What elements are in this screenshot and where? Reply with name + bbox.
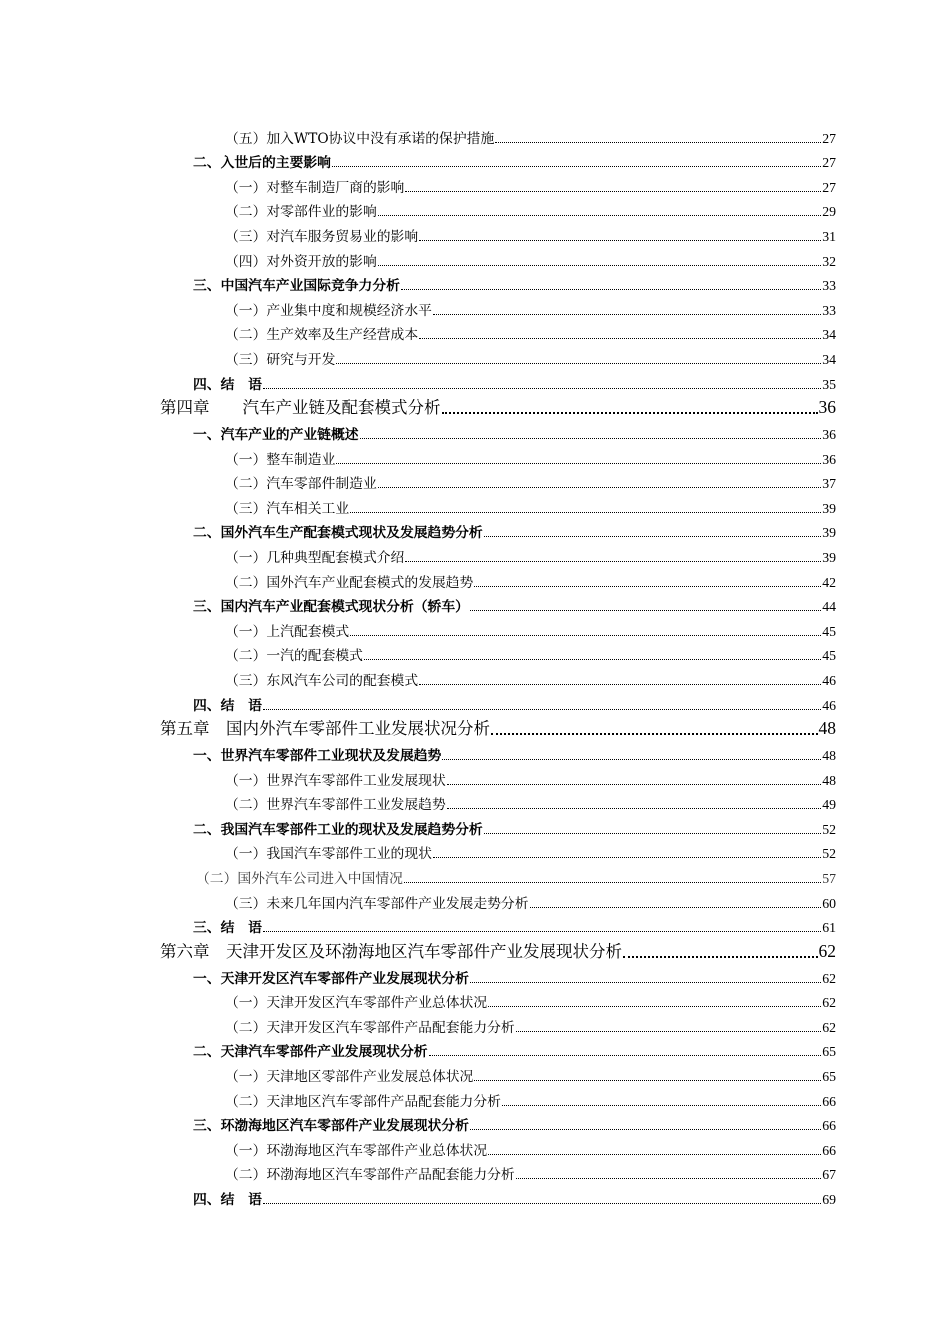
toc-entry-title: （一）整车制造业 [225, 451, 336, 468]
toc-section-entry[interactable] [0, 914, 950, 939]
dot-leader [378, 265, 821, 266]
dot-leader [442, 412, 818, 414]
toc-page-number: 52 [822, 821, 836, 837]
toc-subsection-entry[interactable] [0, 617, 950, 642]
toc-subsection-entry[interactable] [0, 1087, 950, 1112]
toc-subsection-entry[interactable] [0, 173, 950, 198]
dot-leader [378, 487, 821, 488]
toc-entry-title: （一）我国汽车零部件工业的现状 [225, 846, 432, 863]
toc-entry-title: 第四章 汽车产业链及配套模式分析 [160, 398, 441, 418]
toc-entry-title: 第五章 国内外汽车零部件工业发展状况分析 [160, 719, 490, 739]
toc-page-number: 69 [822, 1192, 836, 1208]
toc-page-number: 66 [822, 1142, 836, 1158]
toc-subsection-entry[interactable] [0, 247, 950, 272]
toc-entry-title: （二）环渤海地区汽车零部件产品配套能力分析 [225, 1167, 515, 1184]
toc-page-number: 46 [822, 672, 836, 688]
dot-leader [378, 215, 821, 216]
toc-page-number: 39 [822, 525, 836, 541]
toc-page-number: 48 [822, 748, 836, 764]
toc-page-number: 27 [822, 155, 836, 171]
dot-leader [429, 1055, 822, 1056]
dot-leader [405, 561, 821, 562]
toc-subsection-entry[interactable] [0, 1161, 950, 1186]
toc-section-entry[interactable] [0, 1185, 950, 1210]
toc-page-number: 66 [822, 1093, 836, 1109]
toc-subsection-entry[interactable] [0, 345, 950, 370]
toc-entry-title: 二、入世后的主要影响 [193, 155, 331, 172]
toc-section-entry[interactable] [0, 420, 950, 445]
toc-page-number: 45 [822, 623, 836, 639]
toc-subsection-entry[interactable] [0, 470, 950, 495]
toc-entry-title: （二）国外汽车公司进入中国情况 [196, 871, 403, 887]
dot-leader [516, 1031, 821, 1032]
toc-entry-title: （三）研究与开发 [225, 351, 336, 368]
toc-section-entry[interactable] [0, 1112, 950, 1137]
dot-leader [263, 709, 821, 710]
toc-entry-title: （二）汽车零部件制造业 [225, 476, 377, 493]
toc-entry-title: （一）对整车制造厂商的影响 [225, 179, 405, 196]
dot-leader [502, 1105, 821, 1106]
toc-page-number: 33 [822, 278, 836, 294]
toc-section-entry[interactable] [0, 1038, 950, 1063]
toc-page-number: 65 [822, 1069, 836, 1085]
dot-leader [530, 907, 822, 908]
toc-page-number: 29 [822, 204, 836, 220]
dot-leader [419, 684, 821, 685]
toc-chapter-entry[interactable] [0, 395, 950, 421]
dot-leader [336, 463, 821, 464]
dot-leader [433, 314, 821, 315]
toc-page-number: 42 [822, 574, 836, 590]
toc-entry-title: （二）天津地区汽车零部件产品配套能力分析 [225, 1093, 501, 1110]
dot-leader [405, 191, 821, 192]
toc-entry-title: （二）世界汽车零部件工业发展趋势 [225, 797, 446, 814]
dot-leader [419, 338, 821, 339]
toc-entry-title: （三）东风汽车公司的配套模式 [225, 672, 419, 689]
toc-page-number: 62 [822, 1019, 836, 1035]
toc-subsection-entry[interactable] [0, 889, 950, 914]
toc-section-entry[interactable] [0, 519, 950, 544]
toc-section-entry[interactable] [0, 815, 950, 840]
toc-subsection-entry[interactable] [0, 642, 950, 667]
toc-section-entry[interactable] [0, 370, 950, 395]
toc-page-number: 39 [822, 549, 836, 565]
toc-entry-title: 二、国外汽车生产配套模式现状及发展趋势分析 [193, 525, 483, 542]
toc-entry-title: （二）天津开发区汽车零部件产品配套能力分析 [225, 1019, 515, 1036]
toc-page-number: 39 [822, 500, 836, 516]
toc-entry-title: （四）对外资开放的影响 [225, 253, 377, 270]
toc-subsection-entry[interactable] [0, 840, 950, 865]
toc-page-number: 48 [818, 718, 836, 739]
toc-entry-title: （二）对零部件业的影响 [225, 204, 377, 221]
toc-section-entry[interactable] [0, 691, 950, 716]
toc-entry-title: 一、世界汽车零部件工业现状及发展趋势 [193, 748, 442, 765]
toc-page-number: 66 [822, 1118, 836, 1134]
toc-entry-title: 三、结 语 [193, 920, 262, 937]
toc-chapter-entry[interactable] [0, 938, 950, 964]
dot-leader [474, 586, 821, 587]
toc-subsection-entry[interactable] [0, 989, 950, 1014]
toc-subsection-entry[interactable] [0, 864, 950, 889]
toc-entry-title: 三、国内汽车产业配套模式现状分析（轿车） [193, 599, 469, 616]
toc-subsection-entry[interactable] [0, 124, 950, 149]
dot-leader [442, 759, 821, 760]
dot-leader [263, 931, 821, 932]
toc-entry-title: 三、中国汽车产业国际竞争力分析 [193, 278, 400, 295]
toc-subsection-entry[interactable] [0, 543, 950, 568]
table-of-contents [0, 124, 950, 1210]
dot-leader [484, 833, 821, 834]
dot-leader [470, 610, 821, 611]
toc-page-number: 57 [822, 871, 836, 886]
toc-entry-title: （一）天津地区零部件产业发展总体状况 [225, 1069, 474, 1086]
toc-page-number: 36 [822, 451, 836, 467]
toc-page-number: 61 [822, 920, 836, 936]
toc-page-number: 46 [822, 697, 836, 713]
dot-leader [474, 1080, 821, 1081]
dot-leader [263, 388, 821, 389]
toc-page-number: 36 [822, 427, 836, 443]
dot-leader [401, 289, 821, 290]
toc-subsection-entry[interactable] [0, 198, 950, 223]
toc-page-number: 44 [822, 599, 836, 615]
dot-leader [495, 142, 821, 143]
toc-subsection-entry[interactable] [0, 1062, 950, 1087]
dot-leader [447, 808, 821, 809]
toc-entry-title: （二）生产效率及生产经营成本 [225, 327, 419, 344]
toc-section-entry[interactable] [0, 964, 950, 989]
toc-page-number: 67 [822, 1167, 836, 1183]
toc-page-number: 35 [822, 376, 836, 392]
toc-subsection-entry[interactable] [0, 1136, 950, 1161]
dot-leader [447, 784, 821, 785]
toc-entry-title: （一）几种典型配套模式介绍 [225, 549, 405, 566]
toc-page-number: 34 [822, 327, 836, 343]
toc-subsection-entry[interactable] [0, 568, 950, 593]
dot-leader [332, 166, 821, 167]
toc-entry-title: 四、结 语 [193, 376, 262, 393]
toc-section-entry[interactable] [0, 272, 950, 297]
toc-section-entry[interactable] [0, 593, 950, 618]
toc-page-number: 62 [822, 970, 836, 986]
toc-page-number: 52 [822, 846, 836, 862]
toc-page-number: 31 [822, 228, 836, 244]
toc-subsection-entry[interactable] [0, 296, 950, 321]
toc-page-number: 49 [822, 797, 836, 813]
dot-leader [364, 659, 821, 660]
toc-page-number: 62 [818, 941, 836, 962]
dot-leader [360, 438, 822, 439]
toc-entry-title: 一、汽车产业的产业链概述 [193, 427, 359, 444]
toc-entry-title: （一）世界汽车零部件工业发展现状 [225, 772, 446, 789]
toc-entry-title: （二）一汽的配套模式 [225, 648, 363, 665]
dot-leader [488, 1006, 821, 1007]
toc-subsection-entry[interactable] [0, 791, 950, 816]
toc-entry-title: （一）产业集中度和规模经济水平 [225, 302, 432, 319]
toc-page-number: 34 [822, 351, 836, 367]
toc-entry-title: 三、环渤海地区汽车零部件产业发展现状分析 [193, 1118, 469, 1135]
toc-entry-title: 第六章 天津开发区及环渤海地区汽车零部件产业发展现状分析 [160, 942, 622, 962]
dot-leader [263, 1203, 821, 1204]
toc-subsection-entry[interactable] [0, 445, 950, 470]
dot-leader [484, 536, 821, 537]
dot-leader [350, 635, 821, 636]
dot-leader [404, 882, 821, 883]
toc-entry-title: 一、天津开发区汽车零部件产业发展现状分析 [193, 970, 469, 987]
toc-subsection-entry[interactable] [0, 766, 950, 791]
toc-page-number: 27 [822, 130, 836, 146]
toc-entry-title: （三）未来几年国内汽车零部件产业发展走势分析 [225, 895, 529, 912]
toc-page-number: 27 [822, 179, 836, 195]
dot-leader [470, 1129, 821, 1130]
toc-subsection-entry[interactable] [0, 666, 950, 691]
dot-leader [488, 1154, 821, 1155]
toc-entry-title: 四、结 语 [193, 697, 262, 714]
toc-page-number: 36 [818, 397, 836, 418]
dot-leader [623, 956, 818, 958]
toc-section-entry[interactable] [0, 741, 950, 766]
toc-page-number: 37 [822, 476, 836, 492]
toc-entry-title: （五）加入WTO协议中没有承诺的保护措施 [225, 130, 495, 147]
toc-subsection-entry[interactable] [0, 1013, 950, 1038]
toc-page-number: 60 [822, 895, 836, 911]
toc-chapter-entry[interactable] [0, 716, 950, 742]
toc-subsection-entry[interactable] [0, 494, 950, 519]
dot-leader [419, 240, 821, 241]
toc-entry-title: （三）对汽车服务贸易业的影响 [225, 228, 419, 245]
toc-entry-title: 二、我国汽车零部件工业的现状及发展趋势分析 [193, 821, 483, 838]
toc-page-number: 45 [822, 648, 836, 664]
toc-section-entry[interactable] [0, 149, 950, 174]
toc-subsection-entry[interactable] [0, 321, 950, 346]
toc-page-number: 62 [822, 995, 836, 1011]
toc-entry-title: 四、结 语 [193, 1192, 262, 1209]
dot-leader [491, 733, 818, 735]
dot-leader [516, 1178, 821, 1179]
toc-entry-title: （一）环渤海地区汽车零部件产业总体状况 [225, 1142, 488, 1159]
toc-entry-title: 二、天津汽车零部件产业发展现状分析 [193, 1044, 428, 1061]
dot-leader [350, 512, 821, 513]
dot-leader [336, 363, 821, 364]
toc-subsection-entry[interactable] [0, 222, 950, 247]
dot-leader [470, 982, 821, 983]
toc-page-number: 65 [822, 1044, 836, 1060]
toc-page-number: 48 [822, 772, 836, 788]
toc-page-number: 33 [822, 302, 836, 318]
toc-entry-title: （一）天津开发区汽车零部件产业总体状况 [225, 995, 488, 1012]
toc-entry-title: （三）汽车相关工业 [225, 500, 350, 517]
toc-entry-title: （一）上汽配套模式 [225, 623, 350, 640]
toc-entry-title: （二）国外汽车产业配套模式的发展趋势 [225, 574, 474, 591]
dot-leader [433, 857, 821, 858]
toc-page-number: 32 [822, 253, 836, 269]
